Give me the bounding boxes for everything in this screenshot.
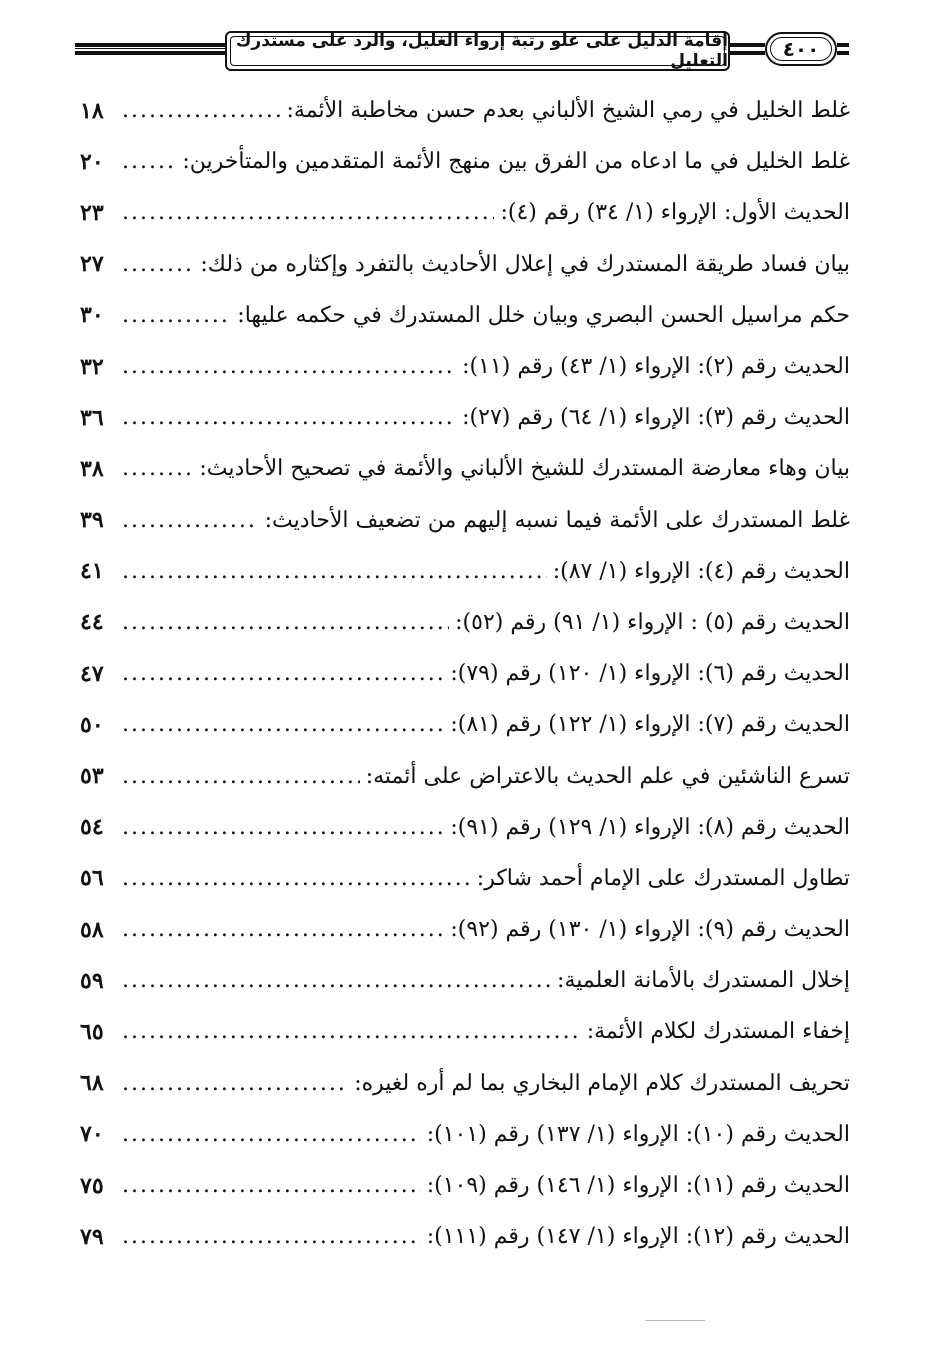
toc-leader-dots xyxy=(122,508,259,533)
header-rule-right xyxy=(837,43,849,55)
toc-entry-title: غلط الخليل في ما ادعاه من الفرق بين منهج الأئمة المتقدمين والمتأخرين: xyxy=(182,149,850,175)
toc-leader-dots xyxy=(122,1071,348,1096)
toc-entry-title: الحديث الأول: الإرواء (١/ ٣٤) رقم (٤): xyxy=(500,200,850,226)
toc-entry xyxy=(80,648,850,699)
footer-scan-mark xyxy=(645,1320,705,1321)
toc-entry-page: ٦٨ xyxy=(80,1070,104,1097)
toc-entry xyxy=(80,85,850,136)
toc-leader-dots xyxy=(122,610,449,635)
toc-entry-title: حكم مراسيل الحسن البصري وبيان خلل المستدرك في حكمه عليها: xyxy=(237,302,850,328)
toc-entry-title: الحديث رقم (٢): الإرواء (١/ ٤٣) رقم (١١): xyxy=(462,354,850,380)
toc-entry-title: بيان وهاء معارضة المستدرك للشيخ الألباني والأئمة في تصحيح الأحاديث: xyxy=(199,456,850,482)
toc-leader-dots xyxy=(122,98,281,123)
toc-entry xyxy=(80,495,850,546)
toc-entry-page: ٢٧ xyxy=(80,251,104,278)
toc-entry xyxy=(80,904,850,955)
table-of-contents xyxy=(80,85,850,1262)
toc-entry-page: ٣٠ xyxy=(80,302,104,329)
toc-entry xyxy=(80,1160,850,1211)
header-rule-left xyxy=(75,43,225,55)
toc-leader-dots xyxy=(122,815,444,840)
toc-leader-dots xyxy=(122,968,551,993)
toc-entry-page: ٥٩ xyxy=(80,967,104,994)
toc-entry xyxy=(80,546,850,597)
toc-leader-dots xyxy=(122,303,231,328)
toc-entry-page: ٢٣ xyxy=(80,199,104,226)
toc-leader-dots xyxy=(122,252,194,277)
toc-leader-dots xyxy=(122,1173,421,1198)
page-number: ٤٠٠ xyxy=(782,37,820,61)
toc-leader-dots xyxy=(122,1019,581,1044)
toc-entry-page: ٢٠ xyxy=(80,148,104,175)
toc-entry-title: الحديث رقم (١١): الإرواء (١/ ١٤٦) رقم (١٠٩): xyxy=(426,1173,850,1199)
toc-entry-title: غلط المستدرك على الأئمة فيما نسبه إليهم من تضعيف الأحاديث: xyxy=(264,507,850,533)
toc-entry-page: ٧٥ xyxy=(80,1172,104,1199)
toc-entry-page: ٧٠ xyxy=(80,1121,104,1148)
toc-entry-page: ٥٤ xyxy=(80,814,104,841)
toc-leader-dots xyxy=(122,661,444,686)
toc-entry-title: غلط الخليل في رمي الشيخ الألباني بعدم حسن مخاطبة الأئمة: xyxy=(286,98,850,124)
toc-entry xyxy=(80,802,850,853)
toc-entry xyxy=(80,955,850,1006)
toc-entry xyxy=(80,239,850,290)
toc-entry xyxy=(80,597,850,648)
toc-leader-dots xyxy=(122,200,494,225)
header-rule-middle xyxy=(730,43,765,55)
toc-entry xyxy=(80,1211,850,1262)
toc-entry-title: الحديث رقم (١٠): الإرواء (١/ ١٣٧) رقم (١٠١): xyxy=(426,1121,850,1147)
toc-entry-title: الحديث رقم (٥) : الإرواء (١/ ٩١) رقم (٥٢): xyxy=(455,609,850,635)
toc-leader-dots xyxy=(122,405,456,430)
toc-entry-page: ٧٩ xyxy=(80,1223,104,1250)
toc-entry-title: الحديث رقم (٨): الإرواء (١/ ١٢٩) رقم (٩١): xyxy=(450,814,850,840)
toc-entry-page: ٥٠ xyxy=(80,711,104,738)
toc-entry xyxy=(80,392,850,443)
toc-entry xyxy=(80,853,850,904)
toc-leader-dots xyxy=(122,764,360,789)
toc-entry-page: ٥٣ xyxy=(80,763,104,790)
toc-entry xyxy=(80,750,850,801)
toc-entry xyxy=(80,187,850,238)
toc-entry xyxy=(80,443,850,494)
toc-leader-dots xyxy=(122,917,444,942)
toc-entry-title: بيان فساد طريقة المستدرك في إعلال الأحاديث بالتفرد وإكثاره من ذلك: xyxy=(200,251,850,277)
toc-entry-title: تحريف المستدرك كلام الإمام البخاري بما لم أره لغيره: xyxy=(354,1070,850,1096)
toc-entry xyxy=(80,1109,850,1160)
toc-entry-page: ١٨ xyxy=(80,97,104,124)
toc-entry xyxy=(80,1006,850,1057)
toc-leader-dots xyxy=(122,149,176,174)
toc-entry xyxy=(80,341,850,392)
toc-entry-page: ٦٥ xyxy=(80,1018,104,1045)
toc-entry-title: إخفاء المستدرك لكلام الأئمة: xyxy=(586,1019,850,1045)
toc-entry-title: الحديث رقم (٧): الإرواء (١/ ١٢٢) رقم (٨١): xyxy=(450,712,850,738)
toc-entry-title: الحديث رقم (٣): الإرواء (١/ ٦٤) رقم (٢٧): xyxy=(462,405,850,431)
toc-entry xyxy=(80,1058,850,1109)
toc-entry-page: ٣٢ xyxy=(80,353,104,380)
toc-entry-title: الحديث رقم (٩): الإرواء (١/ ١٣٠) رقم (٩٢): xyxy=(450,917,850,943)
toc-entry-page: ٥٨ xyxy=(80,916,104,943)
toc-entry-title: الحديث رقم (٤): الإرواء (١/ ٨٧): xyxy=(552,558,850,584)
page-header xyxy=(75,28,850,78)
toc-leader-dots xyxy=(122,1224,421,1249)
toc-entry-page: ٣٩ xyxy=(80,507,104,534)
toc-entry-title: الحديث رقم (١٢): الإرواء (١/ ١٤٧) رقم (١١١): xyxy=(426,1224,850,1250)
toc-leader-dots xyxy=(122,712,444,737)
toc-entry-title: تسرع الناشئين في علم الحديث بالاعتراض على أئمته: xyxy=(365,763,850,789)
page-number-badge xyxy=(765,32,837,66)
toc-leader-dots xyxy=(122,1122,421,1147)
toc-entry-page: ٥٦ xyxy=(80,865,104,892)
toc-entry-title: الحديث رقم (٦): الإرواء (١/ ١٢٠) رقم (٧٩): xyxy=(450,661,850,687)
toc-entry-page: ٤١ xyxy=(80,558,104,585)
toc-entry xyxy=(80,290,850,341)
book-title: إقامة الدليل على علو رتبة إرواء الغليل، والرد على مستدرك التعليل xyxy=(235,31,728,71)
toc-leader-dots xyxy=(122,866,471,891)
toc-entry-page: ٤٧ xyxy=(80,660,104,687)
toc-entry-page: ٤٤ xyxy=(80,609,104,636)
toc-leader-dots xyxy=(122,354,456,379)
toc-entry-page: ٣٨ xyxy=(80,455,104,482)
toc-leader-dots xyxy=(122,456,193,481)
toc-leader-dots xyxy=(122,559,547,584)
toc-entry-title: إخلال المستدرك بالأمانة العلمية: xyxy=(557,968,850,994)
toc-entry xyxy=(80,136,850,187)
toc-entry-title: تطاول المستدرك على الإمام أحمد شاكر: xyxy=(476,865,850,891)
toc-entry xyxy=(80,699,850,750)
book-title-box xyxy=(225,31,730,71)
toc-entry-page: ٣٦ xyxy=(80,404,104,431)
